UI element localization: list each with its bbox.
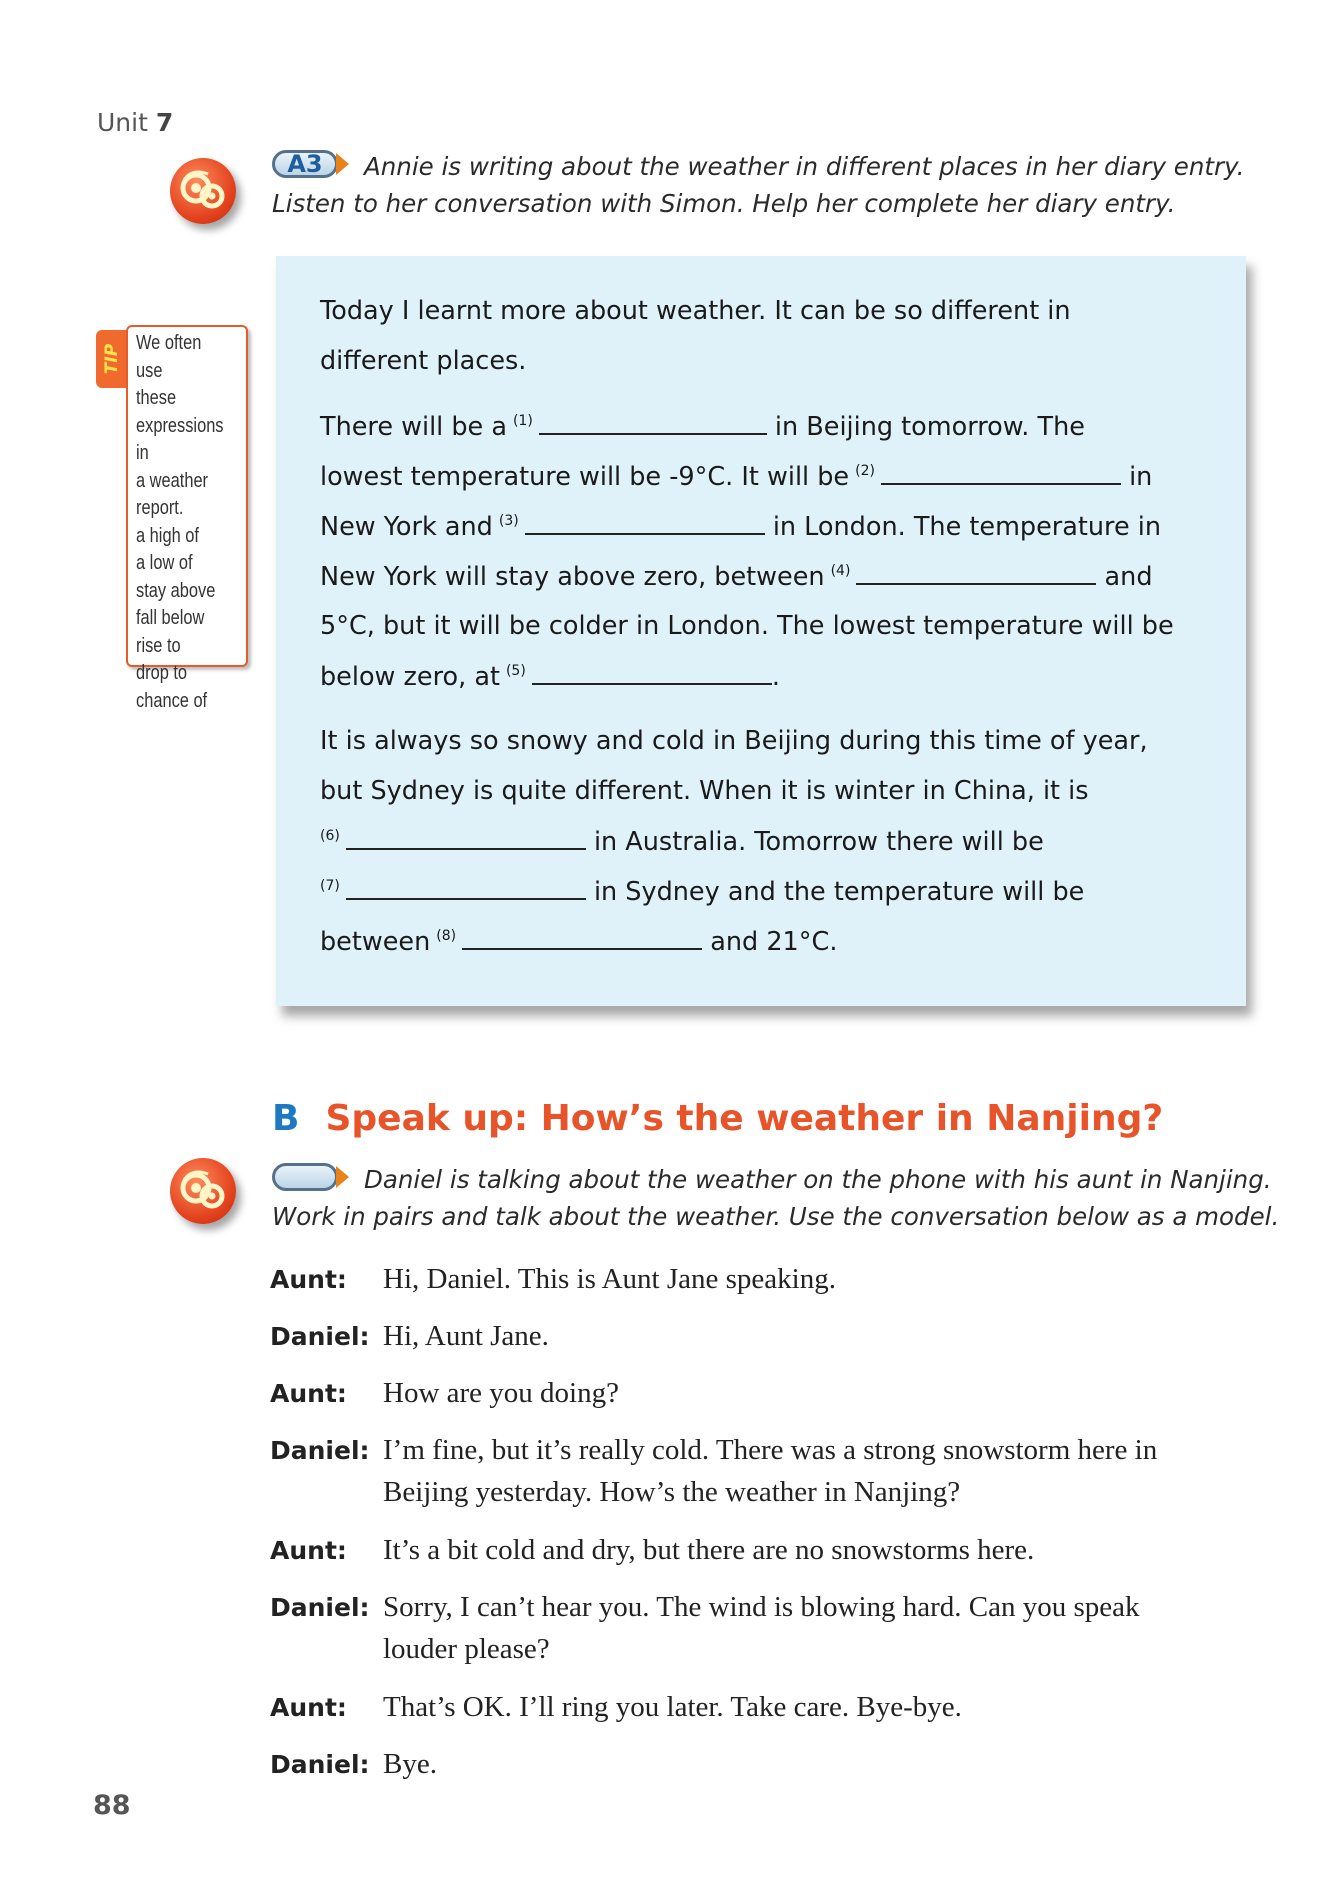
diary-line: $^{(6)}$ in Australia. Tomorrow there will be (320, 827, 1044, 857)
speaker: Daniel: (270, 1750, 370, 1779)
answer-blank-7[interactable] (346, 876, 586, 900)
blank-number: (5) (505, 663, 526, 679)
speaker: Aunt: (270, 1265, 347, 1294)
answer-blank-2[interactable] (881, 461, 1121, 485)
answer-blank-4[interactable] (856, 561, 1096, 585)
tip-line: report. (136, 497, 184, 519)
blank-number: (8) (436, 928, 457, 944)
blank-number: (7) (320, 878, 340, 894)
blank-number: (6) (320, 828, 340, 844)
answer-blank-5[interactable] (532, 661, 772, 685)
section-b-heading (272, 1098, 1163, 1139)
diary-line: New York and $^{(3)}$ in London. The temperature in (320, 512, 1162, 542)
diary-line: but Sydney is quite different. When it is winter in China, it is (320, 776, 1089, 806)
blank-number: (1) (512, 413, 533, 429)
dialogue-line: Sorry, I can’t hear you. The wind is blowing hard. Can you speak (383, 1591, 1140, 1623)
tip-line: rise to (136, 634, 181, 657)
page-number: 88 (93, 1790, 131, 1821)
tip-line: We often use (136, 332, 202, 382)
blank-number: (4) (830, 563, 851, 579)
tip-line: a high of (136, 524, 199, 547)
speaker: Daniel: (270, 1322, 370, 1351)
dialogue-line: Beijing yesterday. How’s the weather in Nanjing? (383, 1476, 961, 1508)
diary-line: lowest temperature will be -9°C. It will be $^{(2)}$ in (320, 462, 1153, 492)
diary-line: different places. (320, 346, 527, 376)
unit-number: 7 (155, 108, 174, 137)
speaker: Aunt: (270, 1693, 347, 1722)
blank-number: (3) (498, 513, 519, 529)
dialogue-line: How are you doing? (383, 1377, 619, 1409)
dialogue-line: Hi, Aunt Jane. (383, 1320, 549, 1352)
headphones-icon (170, 158, 236, 224)
tip-label: TIP (101, 343, 122, 375)
instruction-b-line2: Work in pairs and talk about the weather. Use the conversation below as a model. (272, 1202, 1280, 1231)
dialogue-line: Hi, Daniel. This is Aunt Jane speaking. (383, 1263, 836, 1295)
diary-line: between $^{(8)}$ and 21°C. (320, 927, 838, 957)
tip-line: these (136, 387, 177, 409)
tip-tab (96, 330, 128, 388)
blank-number: (2) (855, 463, 875, 479)
dialogue-line: That’s OK. I’ll ring you later. Take care. Bye-bye. (383, 1691, 962, 1723)
play-icon[interactable] (336, 153, 349, 175)
tip-text (136, 330, 226, 715)
instruction-b-line1: Daniel is talking about the weather on the phone with his aunt in Nanjing. (364, 1165, 1272, 1194)
speaking-icon (170, 1158, 236, 1224)
unit-label: Unit 7 (97, 108, 174, 137)
diary-line: There will be a $^{(1)}$ in Beijing tomorrow. The (320, 412, 1085, 442)
track-badge[interactable]: A3 (272, 150, 338, 178)
track-badge-b[interactable] (272, 1163, 338, 1191)
instruction-a-line1: Annie is writing about the weather in different places in her diary entry. (364, 152, 1245, 181)
diary-line: New York will stay above zero, between $^{(4)}$ and (320, 562, 1153, 592)
answer-blank-3[interactable] (525, 511, 765, 535)
answer-blank-6[interactable] (346, 826, 586, 850)
answer-blank-1[interactable] (539, 411, 767, 435)
tip-line: expressions in (136, 414, 224, 464)
tip-line: stay above (136, 579, 216, 602)
dialogue-line: It’s a bit cold and dry, but there are no snowstorms here. (383, 1534, 1035, 1566)
instruction-a-line2: Listen to her conversation with Simon. Help her complete her diary entry. (272, 189, 1176, 218)
speaker: Aunt: (270, 1379, 347, 1408)
speaker: Daniel: (270, 1436, 370, 1465)
dialogue-line: Bye. (383, 1748, 437, 1780)
diary-line: below zero, at $^{(5)}$ . (320, 662, 780, 692)
speaker: Daniel: (270, 1593, 370, 1622)
tip-line: chance of (136, 689, 208, 712)
diary-line: It is always so snowy and cold in Beijing during this time of year, (320, 726, 1148, 756)
tip-line: a low of (136, 552, 193, 574)
dialogue-line: louder please? (383, 1633, 550, 1665)
diary-line: 5°C, but it will be colder in London. The lowest temperature will be (320, 611, 1174, 641)
answer-blank-8[interactable] (462, 926, 702, 950)
tip-line: drop to (136, 662, 188, 684)
dialogue-line: I’m fine, but it’s really cold. There was a strong snowstorm here in (383, 1434, 1158, 1466)
tip-line: a weather (136, 469, 209, 492)
speaker: Aunt: (270, 1536, 347, 1565)
play-icon[interactable] (336, 1166, 349, 1188)
diary-line: Today I learnt more about weather. It can be so different in (320, 296, 1071, 326)
section-title: Speak up: How’s the weather in Nanjing? (325, 1098, 1164, 1139)
section-letter: B (272, 1098, 300, 1139)
diary-line: $^{(7)}$ in Sydney and the temperature will be (320, 877, 1085, 907)
tip-line: fall below (136, 607, 205, 629)
